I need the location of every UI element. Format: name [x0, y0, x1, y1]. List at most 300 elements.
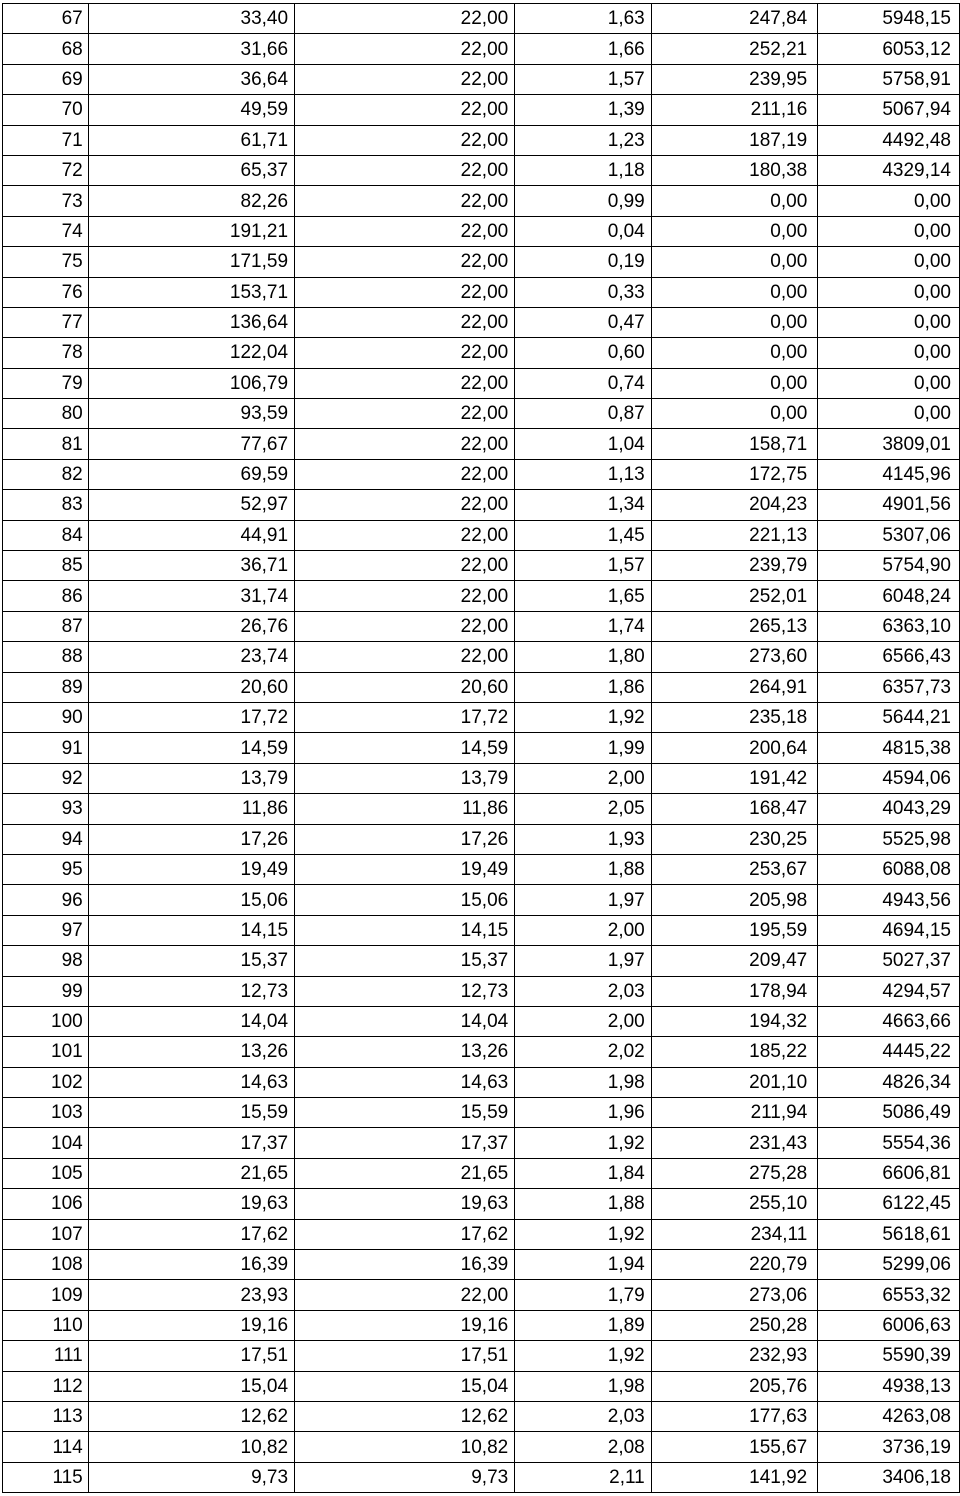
table-row — [3, 1462, 960, 1492]
value-cell: 13,79 — [295, 763, 515, 793]
row-number-cell: 90 — [3, 702, 89, 732]
table-row — [3, 1037, 960, 1067]
value-cell: 0,00 — [818, 338, 960, 368]
table-row — [3, 186, 960, 216]
table-body — [3, 4, 960, 1493]
value-cell: 1,97 — [515, 946, 652, 976]
table-row — [3, 946, 960, 976]
table-row — [3, 763, 960, 793]
value-cell: 22,00 — [295, 1280, 515, 1310]
value-cell: 6566,43 — [818, 642, 960, 672]
value-cell: 1,04 — [515, 429, 652, 459]
value-cell: 5554,36 — [818, 1128, 960, 1158]
value-cell: 5525,98 — [818, 824, 960, 854]
value-cell: 5086,49 — [818, 1098, 960, 1128]
value-cell: 1,34 — [515, 490, 652, 520]
value-cell: 1,92 — [515, 702, 652, 732]
value-cell: 178,94 — [651, 976, 818, 1006]
value-cell: 23,93 — [88, 1280, 294, 1310]
value-cell: 22,00 — [295, 307, 515, 337]
table-row — [3, 702, 960, 732]
value-cell: 1,79 — [515, 1280, 652, 1310]
value-cell: 14,15 — [295, 915, 515, 945]
row-number-cell: 109 — [3, 1280, 89, 1310]
value-cell: 15,04 — [295, 1371, 515, 1401]
row-number-cell: 103 — [3, 1098, 89, 1128]
value-cell: 230,25 — [651, 824, 818, 854]
value-cell: 200,64 — [651, 733, 818, 763]
value-cell: 21,65 — [88, 1158, 294, 1188]
row-number-cell: 89 — [3, 672, 89, 702]
value-cell: 0,00 — [651, 216, 818, 246]
value-cell: 252,01 — [651, 581, 818, 611]
value-cell: 185,22 — [651, 1037, 818, 1067]
value-cell: 180,38 — [651, 155, 818, 185]
value-cell: 1,74 — [515, 611, 652, 641]
table-row — [3, 1219, 960, 1249]
value-cell: 234,11 — [651, 1219, 818, 1249]
value-cell: 17,62 — [295, 1219, 515, 1249]
value-cell: 4663,66 — [818, 1006, 960, 1036]
value-cell: 1,98 — [515, 1067, 652, 1097]
value-cell: 0,00 — [818, 216, 960, 246]
row-number-cell: 111 — [3, 1341, 89, 1371]
value-cell: 0,60 — [515, 338, 652, 368]
value-cell: 168,47 — [651, 794, 818, 824]
value-cell: 82,26 — [88, 186, 294, 216]
row-number-cell: 79 — [3, 368, 89, 398]
row-number-cell: 84 — [3, 520, 89, 550]
value-cell: 275,28 — [651, 1158, 818, 1188]
value-cell: 22,00 — [295, 64, 515, 94]
row-number-cell: 76 — [3, 277, 89, 307]
value-cell: 1,84 — [515, 1158, 652, 1188]
value-cell: 0,00 — [818, 186, 960, 216]
value-cell: 23,74 — [88, 642, 294, 672]
value-cell: 1,86 — [515, 672, 652, 702]
value-cell: 9,73 — [295, 1462, 515, 1492]
table-row — [3, 34, 960, 64]
value-cell: 36,64 — [88, 64, 294, 94]
table-row — [3, 277, 960, 307]
row-number-cell: 83 — [3, 490, 89, 520]
row-number-cell: 114 — [3, 1432, 89, 1462]
table-row — [3, 368, 960, 398]
value-cell: 171,59 — [88, 247, 294, 277]
value-cell: 4445,22 — [818, 1037, 960, 1067]
table-row — [3, 459, 960, 489]
value-cell: 26,76 — [88, 611, 294, 641]
value-cell: 0,00 — [651, 399, 818, 429]
value-cell: 1,88 — [515, 1189, 652, 1219]
row-number-cell: 99 — [3, 976, 89, 1006]
value-cell: 5299,06 — [818, 1250, 960, 1280]
row-number-cell: 86 — [3, 581, 89, 611]
value-cell: 12,73 — [295, 976, 515, 1006]
table-row — [3, 338, 960, 368]
value-cell: 1,80 — [515, 642, 652, 672]
row-number-cell: 95 — [3, 854, 89, 884]
value-cell: 19,16 — [295, 1310, 515, 1340]
row-number-cell: 96 — [3, 885, 89, 915]
value-cell: 191,21 — [88, 216, 294, 246]
value-cell: 12,62 — [295, 1401, 515, 1431]
value-cell: 17,37 — [88, 1128, 294, 1158]
value-cell: 22,00 — [295, 34, 515, 64]
value-cell: 4943,56 — [818, 885, 960, 915]
value-cell: 52,97 — [88, 490, 294, 520]
value-cell: 14,63 — [295, 1067, 515, 1097]
row-number-cell: 70 — [3, 95, 89, 125]
value-cell: 211,16 — [651, 95, 818, 125]
value-cell: 0,74 — [515, 368, 652, 398]
row-number-cell: 98 — [3, 946, 89, 976]
table-row — [3, 125, 960, 155]
value-cell: 16,39 — [295, 1250, 515, 1280]
value-cell: 4826,34 — [818, 1067, 960, 1097]
value-cell: 14,59 — [295, 733, 515, 763]
value-cell: 2,11 — [515, 1462, 652, 1492]
value-cell: 4492,48 — [818, 125, 960, 155]
value-cell: 22,00 — [295, 459, 515, 489]
value-cell: 2,00 — [515, 763, 652, 793]
value-cell: 6363,10 — [818, 611, 960, 641]
value-cell: 0,00 — [651, 247, 818, 277]
table-row — [3, 1250, 960, 1280]
row-number-cell: 106 — [3, 1189, 89, 1219]
row-number-cell: 101 — [3, 1037, 89, 1067]
value-cell: 1,18 — [515, 155, 652, 185]
value-cell: 5754,90 — [818, 551, 960, 581]
value-cell: 6122,45 — [818, 1189, 960, 1219]
table-row — [3, 216, 960, 246]
value-cell: 22,00 — [295, 338, 515, 368]
value-cell: 0,00 — [818, 399, 960, 429]
value-cell: 1,98 — [515, 1371, 652, 1401]
value-cell: 22,00 — [295, 125, 515, 155]
row-number-cell: 73 — [3, 186, 89, 216]
value-cell: 22,00 — [295, 216, 515, 246]
value-cell: 22,00 — [295, 247, 515, 277]
value-cell: 209,47 — [651, 946, 818, 976]
value-cell: 4145,96 — [818, 459, 960, 489]
table-row — [3, 155, 960, 185]
value-cell: 191,42 — [651, 763, 818, 793]
value-cell: 1,99 — [515, 733, 652, 763]
value-cell: 17,72 — [88, 702, 294, 732]
value-cell: 255,10 — [651, 1189, 818, 1219]
value-cell: 221,13 — [651, 520, 818, 550]
value-cell: 106,79 — [88, 368, 294, 398]
table-row — [3, 64, 960, 94]
value-cell: 93,59 — [88, 399, 294, 429]
value-cell: 6048,24 — [818, 581, 960, 611]
value-cell: 0,87 — [515, 399, 652, 429]
value-cell: 247,84 — [651, 4, 818, 34]
value-cell: 6606,81 — [818, 1158, 960, 1188]
value-cell: 2,02 — [515, 1037, 652, 1067]
table-row — [3, 1098, 960, 1128]
value-cell: 0,00 — [818, 247, 960, 277]
table-row — [3, 95, 960, 125]
value-cell: 273,60 — [651, 642, 818, 672]
value-cell: 20,60 — [295, 672, 515, 702]
table-row — [3, 490, 960, 520]
row-number-cell: 100 — [3, 1006, 89, 1036]
row-number-cell: 78 — [3, 338, 89, 368]
value-cell: 122,04 — [88, 338, 294, 368]
value-cell: 22,00 — [295, 429, 515, 459]
value-cell: 6357,73 — [818, 672, 960, 702]
row-number-cell: 97 — [3, 915, 89, 945]
value-cell: 15,06 — [88, 885, 294, 915]
value-cell: 1,92 — [515, 1128, 652, 1158]
table-row — [3, 551, 960, 581]
value-cell: 1,65 — [515, 581, 652, 611]
value-cell: 4938,13 — [818, 1371, 960, 1401]
value-cell: 0,33 — [515, 277, 652, 307]
value-cell: 1,13 — [515, 459, 652, 489]
row-number-cell: 91 — [3, 733, 89, 763]
value-cell: 1,57 — [515, 64, 652, 94]
value-cell: 2,03 — [515, 1401, 652, 1431]
value-cell: 4263,08 — [818, 1401, 960, 1431]
value-cell: 273,06 — [651, 1280, 818, 1310]
table-row — [3, 1067, 960, 1097]
data-table — [2, 3, 960, 1493]
row-number-cell: 110 — [3, 1310, 89, 1340]
value-cell: 4901,56 — [818, 490, 960, 520]
value-cell: 252,21 — [651, 34, 818, 64]
value-cell: 61,71 — [88, 125, 294, 155]
value-cell: 33,40 — [88, 4, 294, 34]
value-cell: 17,72 — [295, 702, 515, 732]
row-number-cell: 80 — [3, 399, 89, 429]
value-cell: 3736,19 — [818, 1432, 960, 1462]
table-row — [3, 976, 960, 1006]
value-cell: 17,51 — [88, 1341, 294, 1371]
value-cell: 14,59 — [88, 733, 294, 763]
value-cell: 1,63 — [515, 4, 652, 34]
value-cell: 5644,21 — [818, 702, 960, 732]
value-cell: 265,13 — [651, 611, 818, 641]
table-row — [3, 854, 960, 884]
row-number-cell: 67 — [3, 4, 89, 34]
value-cell: 211,94 — [651, 1098, 818, 1128]
value-cell: 31,66 — [88, 34, 294, 64]
value-cell: 22,00 — [295, 642, 515, 672]
value-cell: 5948,15 — [818, 4, 960, 34]
row-number-cell: 71 — [3, 125, 89, 155]
value-cell: 6053,12 — [818, 34, 960, 64]
table-row — [3, 1371, 960, 1401]
value-cell: 4594,06 — [818, 763, 960, 793]
value-cell: 0,99 — [515, 186, 652, 216]
value-cell: 5307,06 — [818, 520, 960, 550]
table-row — [3, 520, 960, 550]
value-cell: 231,43 — [651, 1128, 818, 1158]
table-row — [3, 611, 960, 641]
value-cell: 15,06 — [295, 885, 515, 915]
value-cell: 250,28 — [651, 1310, 818, 1340]
row-number-cell: 69 — [3, 64, 89, 94]
value-cell: 14,04 — [88, 1006, 294, 1036]
value-cell: 15,04 — [88, 1371, 294, 1401]
value-cell: 15,59 — [295, 1098, 515, 1128]
value-cell: 22,00 — [295, 520, 515, 550]
value-cell: 172,75 — [651, 459, 818, 489]
value-cell: 11,86 — [295, 794, 515, 824]
row-number-cell: 102 — [3, 1067, 89, 1097]
table-row — [3, 794, 960, 824]
table-row — [3, 429, 960, 459]
table-row — [3, 642, 960, 672]
row-number-cell: 92 — [3, 763, 89, 793]
table-row — [3, 1341, 960, 1371]
value-cell: 13,26 — [295, 1037, 515, 1067]
value-cell: 2,03 — [515, 976, 652, 1006]
value-cell: 4329,14 — [818, 155, 960, 185]
value-cell: 232,93 — [651, 1341, 818, 1371]
value-cell: 4815,38 — [818, 733, 960, 763]
value-cell: 136,64 — [88, 307, 294, 337]
value-cell: 22,00 — [295, 490, 515, 520]
value-cell: 21,65 — [295, 1158, 515, 1188]
value-cell: 2,00 — [515, 915, 652, 945]
value-cell: 239,79 — [651, 551, 818, 581]
value-cell: 0,00 — [818, 307, 960, 337]
row-number-cell: 107 — [3, 1219, 89, 1249]
value-cell: 22,00 — [295, 581, 515, 611]
value-cell: 12,62 — [88, 1401, 294, 1431]
value-cell: 22,00 — [295, 551, 515, 581]
value-cell: 5027,37 — [818, 946, 960, 976]
row-number-cell: 112 — [3, 1371, 89, 1401]
value-cell: 19,63 — [88, 1189, 294, 1219]
value-cell: 0,00 — [818, 368, 960, 398]
value-cell: 4294,57 — [818, 976, 960, 1006]
table-row — [3, 1280, 960, 1310]
value-cell: 235,18 — [651, 702, 818, 732]
value-cell: 2,05 — [515, 794, 652, 824]
value-cell: 14,15 — [88, 915, 294, 945]
value-cell: 6553,32 — [818, 1280, 960, 1310]
value-cell: 1,66 — [515, 34, 652, 64]
value-cell: 36,71 — [88, 551, 294, 581]
value-cell: 1,92 — [515, 1219, 652, 1249]
table-row — [3, 581, 960, 611]
value-cell: 0,04 — [515, 216, 652, 246]
value-cell: 0,00 — [818, 277, 960, 307]
value-cell: 15,37 — [88, 946, 294, 976]
value-cell: 17,37 — [295, 1128, 515, 1158]
row-number-cell: 93 — [3, 794, 89, 824]
row-number-cell: 113 — [3, 1401, 89, 1431]
value-cell: 65,37 — [88, 155, 294, 185]
row-number-cell: 72 — [3, 155, 89, 185]
value-cell: 22,00 — [295, 186, 515, 216]
row-number-cell: 104 — [3, 1128, 89, 1158]
value-cell: 11,86 — [88, 794, 294, 824]
value-cell: 22,00 — [295, 277, 515, 307]
row-number-cell: 68 — [3, 34, 89, 64]
value-cell: 194,32 — [651, 1006, 818, 1036]
table-row — [3, 1128, 960, 1158]
value-cell: 1,23 — [515, 125, 652, 155]
row-number-cell: 88 — [3, 642, 89, 672]
value-cell: 0,00 — [651, 338, 818, 368]
row-number-cell: 108 — [3, 1250, 89, 1280]
value-cell: 201,10 — [651, 1067, 818, 1097]
row-number-cell: 85 — [3, 551, 89, 581]
value-cell: 177,63 — [651, 1401, 818, 1431]
value-cell: 49,59 — [88, 95, 294, 125]
table-row — [3, 1310, 960, 1340]
value-cell: 17,51 — [295, 1341, 515, 1371]
value-cell: 253,67 — [651, 854, 818, 884]
value-cell: 22,00 — [295, 95, 515, 125]
table-row — [3, 247, 960, 277]
value-cell: 3809,01 — [818, 429, 960, 459]
table-row — [3, 1006, 960, 1036]
table-row — [3, 1158, 960, 1188]
value-cell: 153,71 — [88, 277, 294, 307]
value-cell: 0,19 — [515, 247, 652, 277]
value-cell: 187,19 — [651, 125, 818, 155]
value-cell: 12,73 — [88, 976, 294, 1006]
value-cell: 69,59 — [88, 459, 294, 489]
value-cell: 22,00 — [295, 611, 515, 641]
value-cell: 10,82 — [295, 1432, 515, 1462]
table-row — [3, 672, 960, 702]
table-row — [3, 4, 960, 34]
value-cell: 239,95 — [651, 64, 818, 94]
value-cell: 10,82 — [88, 1432, 294, 1462]
value-cell: 22,00 — [295, 155, 515, 185]
value-cell: 9,73 — [88, 1462, 294, 1492]
value-cell: 4694,15 — [818, 915, 960, 945]
value-cell: 1,57 — [515, 551, 652, 581]
value-cell: 1,88 — [515, 854, 652, 884]
value-cell: 1,39 — [515, 95, 652, 125]
value-cell: 1,97 — [515, 885, 652, 915]
value-cell: 4043,29 — [818, 794, 960, 824]
value-cell: 22,00 — [295, 368, 515, 398]
value-cell: 44,91 — [88, 520, 294, 550]
value-cell: 17,26 — [295, 824, 515, 854]
value-cell: 1,92 — [515, 1341, 652, 1371]
value-cell: 5618,61 — [818, 1219, 960, 1249]
value-cell: 0,00 — [651, 277, 818, 307]
value-cell: 204,23 — [651, 490, 818, 520]
value-cell: 20,60 — [88, 672, 294, 702]
value-cell: 5758,91 — [818, 64, 960, 94]
value-cell: 6088,08 — [818, 854, 960, 884]
value-cell: 264,91 — [651, 672, 818, 702]
value-cell: 19,16 — [88, 1310, 294, 1340]
value-cell: 2,00 — [515, 1006, 652, 1036]
value-cell: 19,63 — [295, 1189, 515, 1219]
table-row — [3, 915, 960, 945]
table-row — [3, 307, 960, 337]
value-cell: 205,76 — [651, 1371, 818, 1401]
value-cell: 3406,18 — [818, 1462, 960, 1492]
table-row — [3, 1432, 960, 1462]
value-cell: 1,93 — [515, 824, 652, 854]
value-cell: 5067,94 — [818, 95, 960, 125]
value-cell: 14,04 — [295, 1006, 515, 1036]
value-cell: 13,79 — [88, 763, 294, 793]
